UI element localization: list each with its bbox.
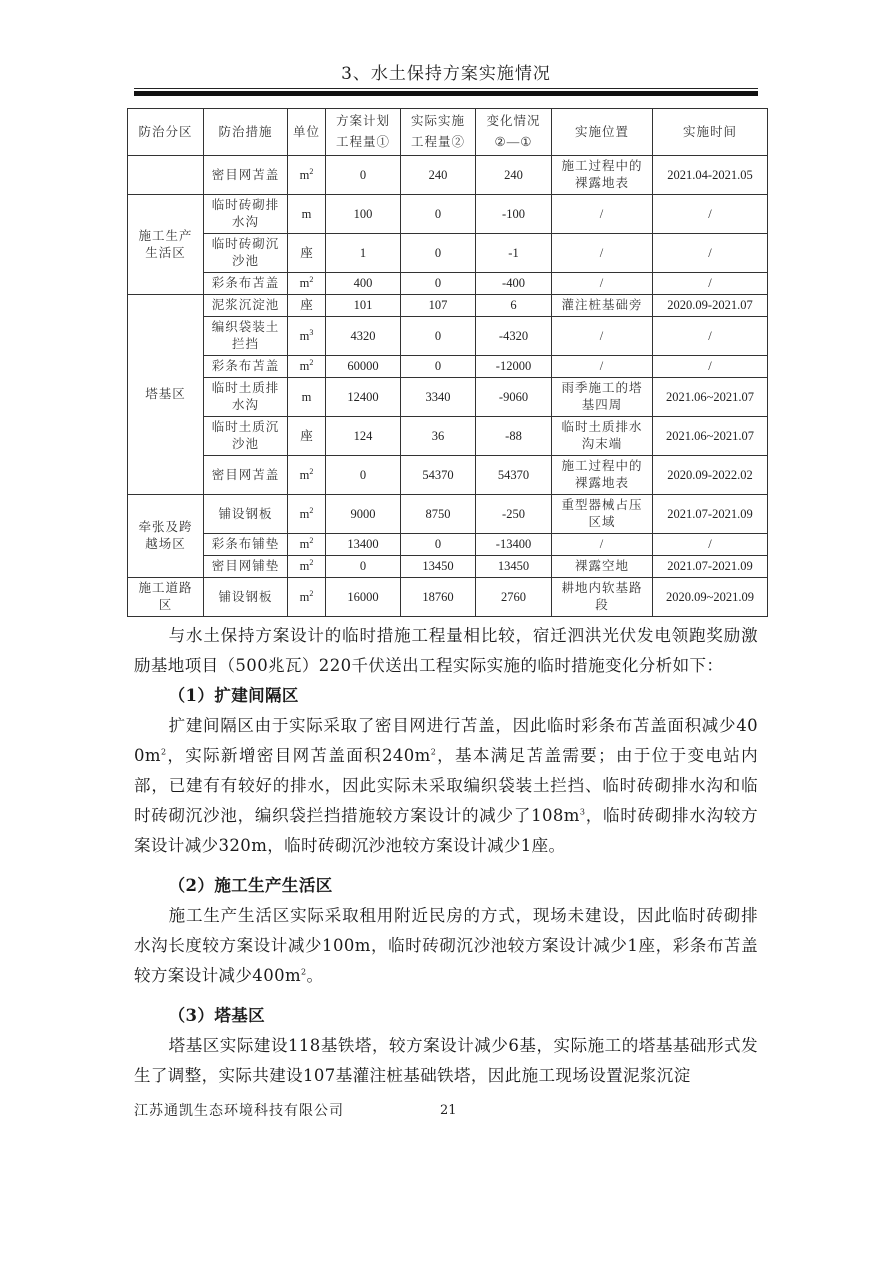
change-cell: 54370 <box>476 456 552 495</box>
time-cell: / <box>653 356 768 378</box>
location-cell: / <box>552 534 653 556</box>
actual-cell: 54370 <box>401 456 476 495</box>
unit-superscript: 2 <box>309 505 314 515</box>
change-cell: 13450 <box>476 556 552 578</box>
planned-cell: 13400 <box>326 534 401 556</box>
time-cell: 2021.06~2021.07 <box>653 378 768 417</box>
s3-text-a: 塔基区实际建设118基铁塔，较方案设计减少6基，实际施工的塔基基础形式发生了调整，实际共建设107基灌注桩基础铁塔，因此施工现场设置泥浆沉淀 <box>134 1036 758 1085</box>
change-cell: -4320 <box>476 317 552 356</box>
unit-cell <box>288 356 326 378</box>
measure-cell: 编织袋装土拦挡 <box>204 317 288 356</box>
time-cell: 2021.07-2021.09 <box>653 556 768 578</box>
measure-cell: 密目网苫盖 <box>204 156 288 195</box>
unit-base: m <box>299 328 310 343</box>
unit-cell <box>288 495 326 534</box>
planned-cell: 101 <box>326 295 401 317</box>
measure-cell: 铺设钢板 <box>204 578 288 617</box>
time-cell: 2021.04-2021.05 <box>653 156 768 195</box>
header-rule-thin <box>134 88 758 89</box>
unit-cell <box>288 417 326 456</box>
s1-sup-c: 3 <box>579 807 586 817</box>
unit-base: m <box>299 359 310 373</box>
unit-base: m <box>299 559 310 573</box>
col-header-actual-line2: 工程量② <box>410 135 465 149</box>
s1-text-c: ，基本满足苫盖需要；由于位于变电站内部，已建有有较好的排水，因此实际未采取编织袋装土拦挡、临时砖砌排水沟和临时砖砌沉沙池，编织袋拦挡措施较方案设计的减少了108m <box>134 746 758 825</box>
col-header-planned-line1: 方案计划 <box>335 114 390 128</box>
change-cell: -13400 <box>476 534 552 556</box>
planned-cell: 400 <box>326 273 401 295</box>
change-cell: -400 <box>476 273 552 295</box>
planned-cell: 100 <box>326 195 401 234</box>
location-cell: / <box>552 317 653 356</box>
change-cell: 240 <box>476 156 552 195</box>
unit-cell <box>288 317 326 356</box>
s1-text-d: ，临时砖砌排水沟较方案设计减少320m，临时砖砌沉沙池较方案设计减少1座。 <box>134 806 758 855</box>
section-paragraph-2 <box>134 901 758 991</box>
col-header-zone: 防治分区 <box>128 109 204 156</box>
s2-sup-a: 2 <box>301 967 307 977</box>
time-cell: 2021.06~2021.07 <box>653 417 768 456</box>
unit-superscript: 2 <box>309 357 314 367</box>
col-header-change <box>476 109 552 156</box>
unit-base: m <box>301 206 312 221</box>
s1-text-a: 扩建间隔区由于实际采取了密目网进行苫盖，因此临时彩条布苫盖面积减少400m <box>134 716 758 765</box>
table-row <box>128 356 768 378</box>
location-cell: 临时土质排水沟末端 <box>552 417 653 456</box>
col-header-change-line2: ②—① <box>494 135 533 149</box>
intro-paragraph: 与水土保持方案设计的临时措施工程量相比较，宿迁泗洪光伏发电领跑奖励激励基地项目（500兆瓦）220千伏送出工程实际实施的临时措施变化分析如下： <box>134 626 758 675</box>
unit-base: m <box>299 276 310 290</box>
unit-cell <box>288 378 326 417</box>
actual-cell: 3340 <box>401 378 476 417</box>
zone-cell: 牵张及跨越场区 <box>128 495 204 578</box>
table-row <box>128 295 768 317</box>
location-cell: / <box>552 195 653 234</box>
unit-cell <box>288 156 326 195</box>
change-cell: -100 <box>476 195 552 234</box>
change-cell: -250 <box>476 495 552 534</box>
planned-cell: 0 <box>326 156 401 195</box>
col-header-location: 实施位置 <box>552 109 653 156</box>
unit-superscript: 2 <box>309 588 314 598</box>
measure-cell: 临时砖砌沉沙池 <box>204 234 288 273</box>
location-cell: / <box>552 356 653 378</box>
actual-cell: 107 <box>401 295 476 317</box>
unit-superscript: 2 <box>309 274 314 284</box>
planned-cell: 124 <box>326 417 401 456</box>
col-header-time: 实施时间 <box>653 109 768 156</box>
change-cell: -9060 <box>476 378 552 417</box>
planned-cell: 0 <box>326 456 401 495</box>
change-cell: 6 <box>476 295 552 317</box>
measure-cell: 临时土质沉沙池 <box>204 417 288 456</box>
footer-company: 江苏通凯生态环境科技有限公司 <box>134 1103 344 1119</box>
col-header-actual <box>401 109 476 156</box>
table-row <box>128 578 768 617</box>
section-title-2: （2）施工生产生活区 <box>168 876 333 895</box>
unit-cell <box>288 234 326 273</box>
unit-superscript: 2 <box>309 166 314 176</box>
col-header-actual-line1: 实际实施 <box>410 114 465 128</box>
s1-sup-a: 2 <box>160 747 167 757</box>
change-cell: 2760 <box>476 578 552 617</box>
planned-cell: 16000 <box>326 578 401 617</box>
unit-superscript: 3 <box>309 327 314 337</box>
unit-base: m <box>299 506 310 521</box>
time-cell: 2021.07-2021.09 <box>653 495 768 534</box>
table-row <box>128 556 768 578</box>
temporary-measures-table <box>127 108 768 617</box>
measure-cell: 彩条布铺垫 <box>204 534 288 556</box>
actual-cell: 0 <box>401 273 476 295</box>
section-paragraph-1 <box>134 711 758 861</box>
table-row <box>128 534 768 556</box>
table-row <box>128 495 768 534</box>
planned-cell: 0 <box>326 556 401 578</box>
location-cell: / <box>552 234 653 273</box>
unit-cell <box>288 456 326 495</box>
measure-cell: 密目网苫盖 <box>204 456 288 495</box>
unit-base: m <box>299 167 310 182</box>
actual-cell: 0 <box>401 195 476 234</box>
time-cell: 2020.09-2022.02 <box>653 456 768 495</box>
actual-cell: 13450 <box>401 556 476 578</box>
time-cell: / <box>653 534 768 556</box>
actual-cell: 0 <box>401 534 476 556</box>
actual-cell: 0 <box>401 234 476 273</box>
time-cell: / <box>653 273 768 295</box>
change-cell: -1 <box>476 234 552 273</box>
unit-base: m <box>299 589 310 604</box>
change-cell: -12000 <box>476 356 552 378</box>
zone-cell <box>128 156 204 195</box>
time-cell: 2020.09-2021.07 <box>653 295 768 317</box>
measure-cell: 临时土质排水沟 <box>204 378 288 417</box>
table-row <box>128 156 768 195</box>
table-row <box>128 417 768 456</box>
location-cell: 重型器械占压区域 <box>552 495 653 534</box>
unit-superscript: 2 <box>309 466 314 476</box>
page-header-title: 3、水土保持方案实施情况 <box>341 64 551 84</box>
unit-cell <box>288 273 326 295</box>
actual-cell: 0 <box>401 317 476 356</box>
location-cell: 施工过程中的裸露地表 <box>552 456 653 495</box>
actual-cell: 0 <box>401 356 476 378</box>
time-cell: / <box>653 234 768 273</box>
col-header-planned <box>326 109 401 156</box>
change-cell: -88 <box>476 417 552 456</box>
section-title-3: （3）塔基区 <box>168 1006 266 1025</box>
col-header-planned-line2: 工程量① <box>335 135 390 149</box>
s2-text-b: 。 <box>306 966 324 985</box>
planned-cell: 60000 <box>326 356 401 378</box>
actual-cell: 240 <box>401 156 476 195</box>
section-paragraph-3 <box>134 1031 758 1091</box>
unit-base: m <box>301 389 312 404</box>
unit-cell <box>288 578 326 617</box>
measure-cell: 临时砖砌排水沟 <box>204 195 288 234</box>
unit-cell <box>288 556 326 578</box>
time-cell: / <box>653 195 768 234</box>
table-row <box>128 456 768 495</box>
s1-text-b: ，实际新增密目网苫盖面积240m <box>166 746 431 765</box>
unit-cell <box>288 295 326 317</box>
time-cell: / <box>653 317 768 356</box>
table-row <box>128 273 768 295</box>
unit-superscript: 2 <box>309 535 314 545</box>
zone-cell: 塔基区 <box>128 295 204 495</box>
col-header-change-line1: 变化情况 <box>486 114 541 128</box>
table-row <box>128 234 768 273</box>
s2-text-a: 施工生产生活区实际采取租用附近民房的方式，现场未建设，因此临时砖砌排水沟长度较方案设计减少100m，临时砖砌沉沙池较方案设计减少1座，彩条布苫盖较方案设计减少400m <box>134 906 758 985</box>
unit-base: m <box>299 467 310 482</box>
location-cell: 灌注桩基础旁 <box>552 295 653 317</box>
location-cell: 裸露空地 <box>552 556 653 578</box>
location-cell: / <box>552 273 653 295</box>
measure-cell: 泥浆沉淀池 <box>204 295 288 317</box>
col-header-measure: 防治措施 <box>204 109 288 156</box>
page-footer <box>134 1101 758 1125</box>
unit-superscript: 2 <box>309 557 314 567</box>
header-rule-thick <box>134 91 758 96</box>
zone-cell: 施工道路区 <box>128 578 204 617</box>
table-header-row <box>128 109 768 156</box>
planned-cell: 9000 <box>326 495 401 534</box>
unit-cell <box>288 534 326 556</box>
planned-cell: 1 <box>326 234 401 273</box>
actual-cell: 8750 <box>401 495 476 534</box>
unit-base: 座 <box>300 298 313 312</box>
measure-cell: 密目网铺垫 <box>204 556 288 578</box>
table-row <box>128 378 768 417</box>
unit-base: 座 <box>300 245 313 260</box>
location-cell: 耕地内软基路段 <box>552 578 653 617</box>
unit-base: 座 <box>300 428 313 443</box>
table-wrapper <box>127 108 767 617</box>
unit-cell <box>288 195 326 234</box>
s1-sup-b: 2 <box>430 747 437 757</box>
planned-cell: 4320 <box>326 317 401 356</box>
location-cell: 雨季施工的塔基四周 <box>552 378 653 417</box>
unit-base: m <box>299 537 310 551</box>
section-title-1: （1）扩建间隔区 <box>168 686 299 705</box>
table-row <box>128 195 768 234</box>
location-cell: 施工过程中的裸露地表 <box>552 156 653 195</box>
measure-cell: 彩条布苫盖 <box>204 356 288 378</box>
table-row <box>128 317 768 356</box>
zone-cell: 施工生产生活区 <box>128 195 204 295</box>
body-text <box>134 621 758 1091</box>
planned-cell: 12400 <box>326 378 401 417</box>
time-cell: 2020.09~2021.09 <box>653 578 768 617</box>
measure-cell: 彩条布苫盖 <box>204 273 288 295</box>
actual-cell: 36 <box>401 417 476 456</box>
actual-cell: 18760 <box>401 578 476 617</box>
footer-page-number: 21 <box>440 1103 457 1118</box>
col-header-unit: 单位 <box>288 109 326 156</box>
measure-cell: 铺设钢板 <box>204 495 288 534</box>
